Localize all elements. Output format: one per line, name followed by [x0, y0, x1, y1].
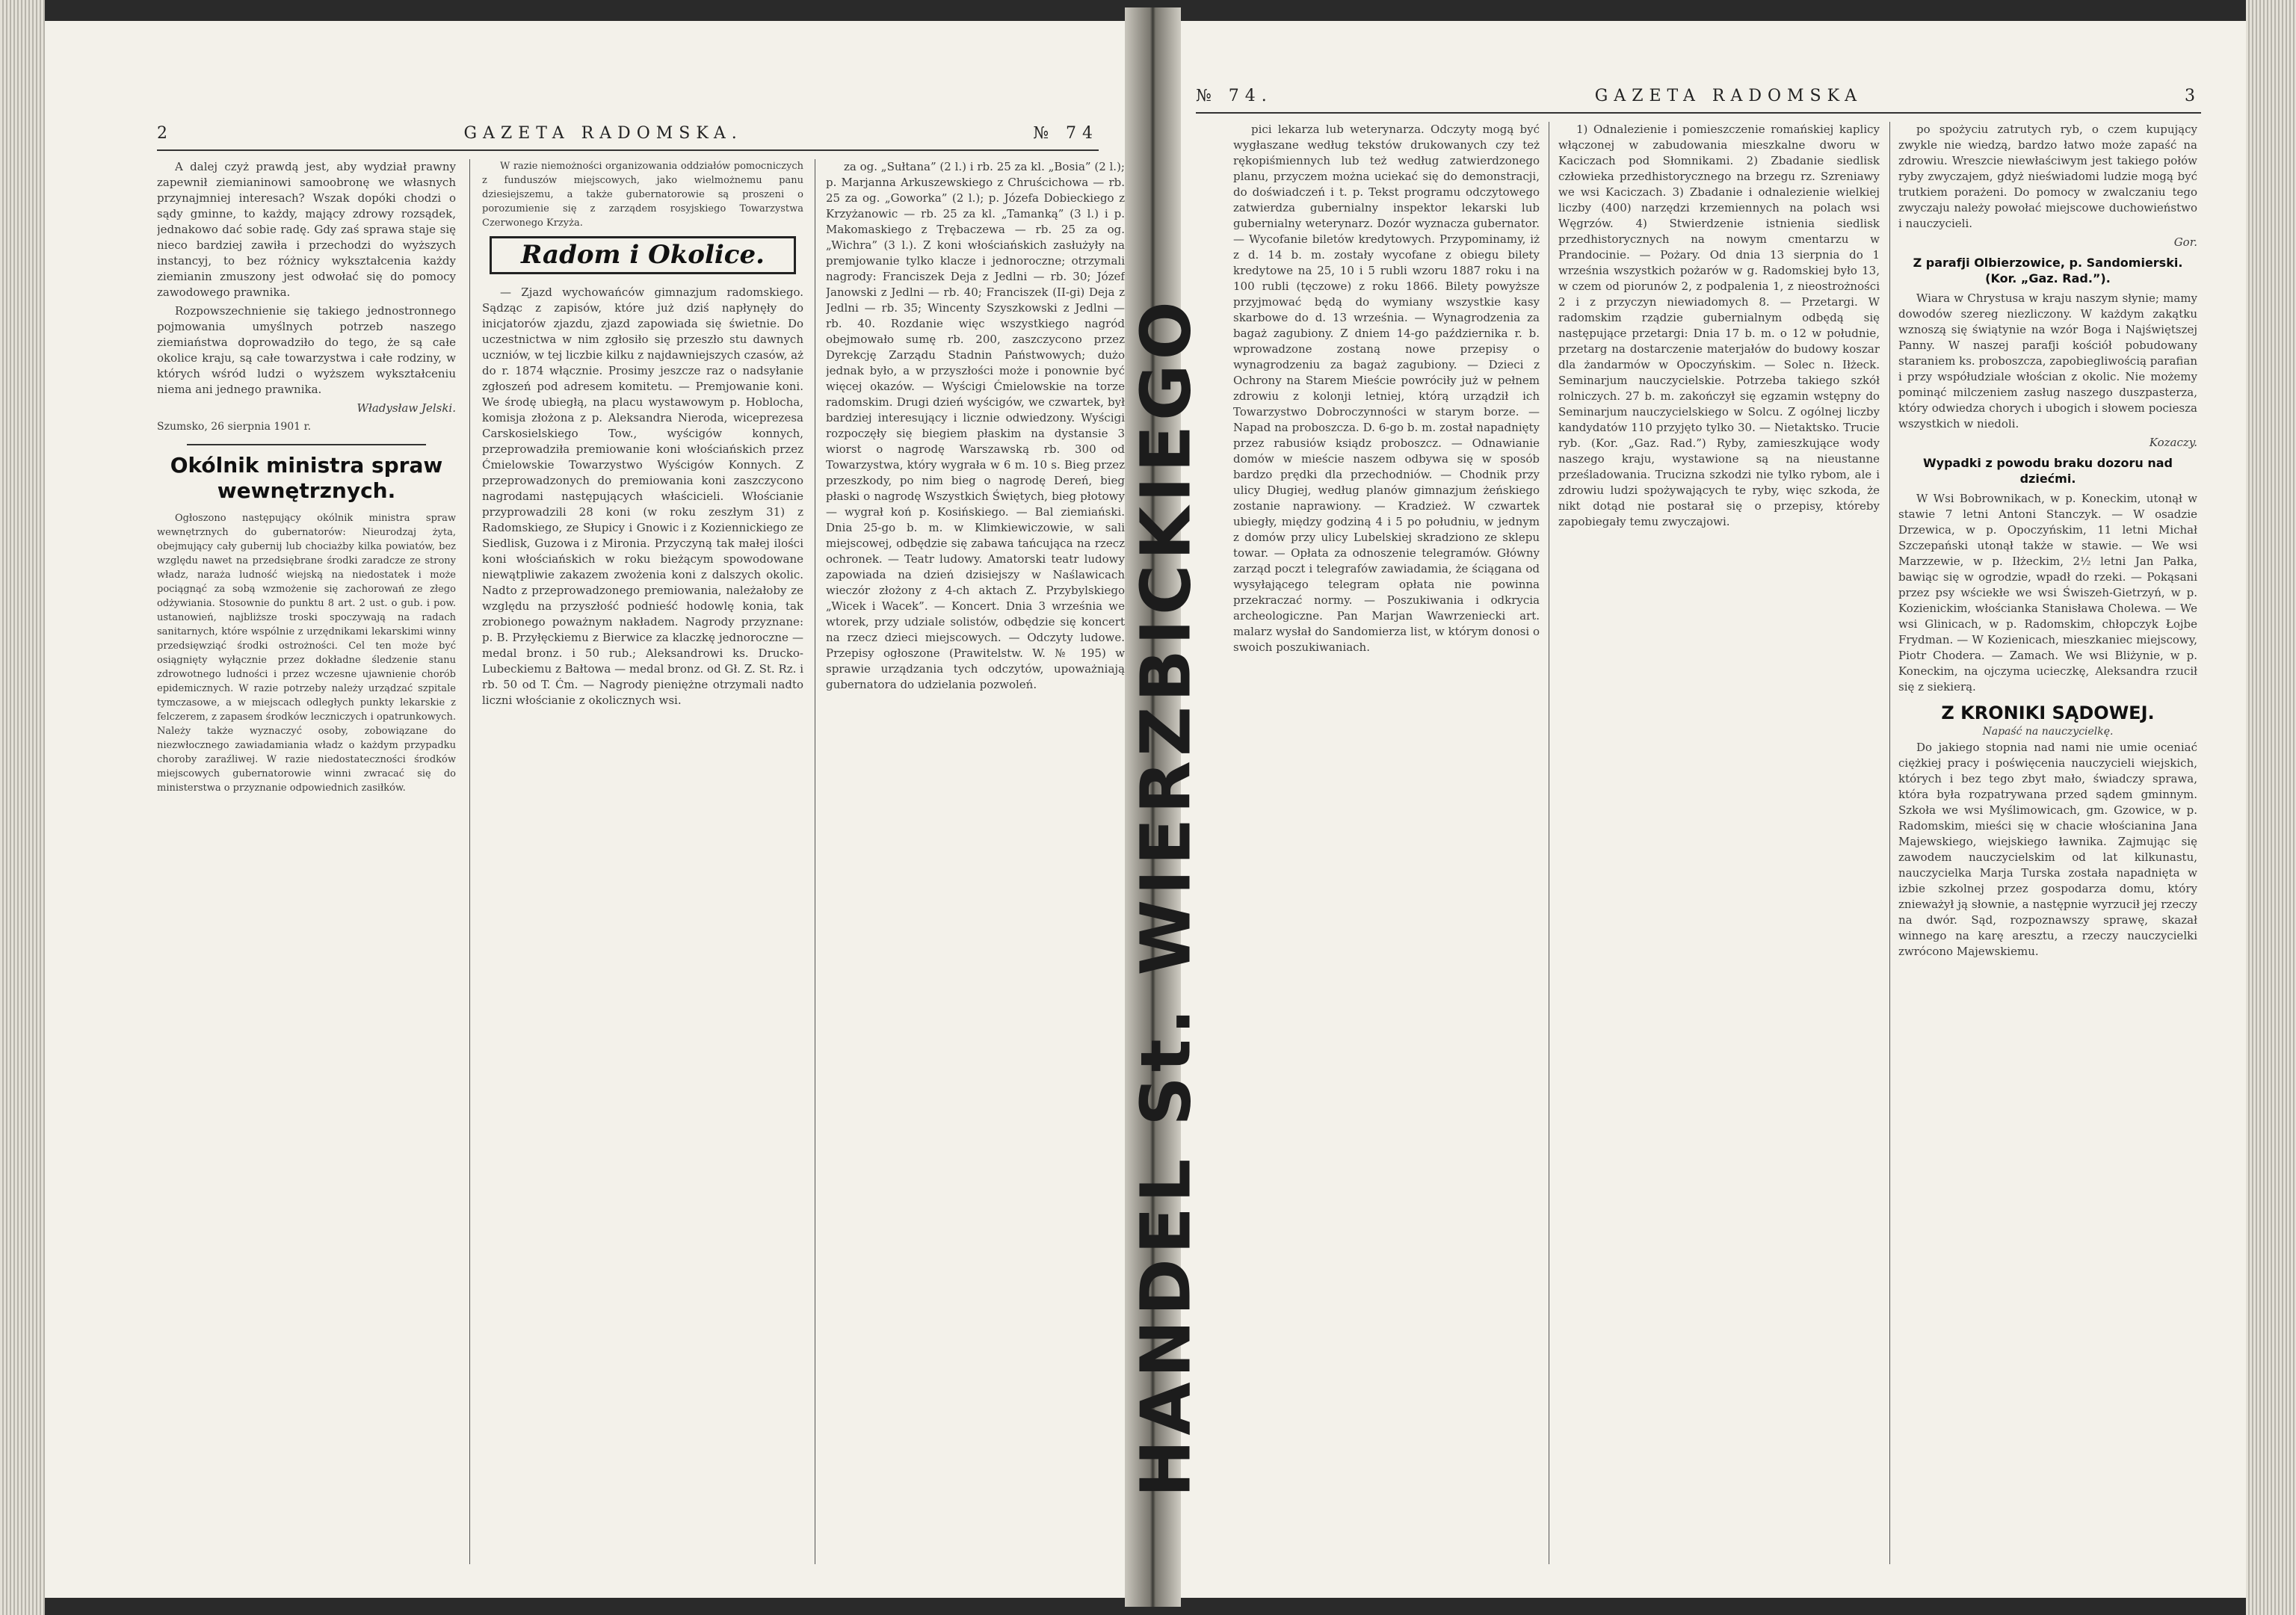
- article-text: Wiara w Chrystusa w kraju naszym słynie; mamy dowodów szereg niezliczony. W każdym zakątku wznoszą się świątynie na wzór Boga i Najświętszej Panny. W naszej parafji kościół pobudowany staraniem ks. proboszcza, zapobiegliwością parafian i przy współudziale włościan z okolic. Nie możemy pominąć milczeniem zasług naszego duszpasterza, który odwiedza chorych i ubogich i słowem pociesza wszystkich w niedoli.: [1898, 291, 2197, 430]
- right-column-2: [1558, 122, 1880, 1564]
- book-edge-left: [0, 0, 45, 1615]
- article-text: pici lekarza lub weterynarza. Odczyty mogą być wygłaszane według tekstów drukowanych czy też rękopiśmiennych lub też według zatwierdzonego planu, przyczem można uciekać się do demonstracji, do doświadczeń i t. p. Tekst programu odczytowego zatwierdza gubernialny inspektor lekarski lub gubernialny weterynarz. Dozór wyznacza gubernator. — Wycofanie biletów kredytowych. Przypominamy, iż z d. 14 b. m. zostały wycofane z obiegu bilety kredytowe na 25, 10 i 5 rubli wzoru 1887 roku i na 100 rubli (tęczowe) z roku 1866. Bilety powyższe przyjmować będą do wymiany wszystkie kasy skarbowe do d. 13 września. — Wynagrodzenia za bagaż zagubiony. Z dniem 14-go października r. b. wprowadzone zostaną nowe przepisy o wynagrodzeniu za bagaż zagubiony. — Dzieci z Ochrony na Starem Mieście powróciły już w pełnem zdrowiu z kolonji letniej, którą urządził ich Towarzystwo Dobroczynności w starym borze. — Napad na proboszcza. D. 6-go b. m. został napadnięty przez rabusiów ksiądz proboszcz. — Odnawianie domów w mieście naszem odbywa się w sposób bardzo prędki dla przechodniów. — Chodnik przy ulicy Długiej, według planów gimnazjum żeńskiego zostanie naprawiony. — Kradzież. W czwartek ubiegły, między godziną 4 i 5 po południu, w jednym z domów przy ulicy Lubelskiej skradziono ze sklepu towar. — Opłata za odnoszenie telegramów. Główny zarząd poczt i telegrafów zawiadamia, że ściągana od wysyłającego telegram opłata nie powinna przekraczać normy. — Poszukiwania i odkrycia archeologiczne. Pan Marjan Wawrzeniecki art. malarz wysłał do Sandomierza list, w którym donosi o swoich poszukiwaniach.: [1233, 123, 1540, 654]
- article-text: Ogłoszono następujący okólnik ministra spraw wewnętrznych do gubernatorów: Nieurodzaj żyta, obejmujący cały gubernij lub chociażby kilka powiatów, bez względu nawet na przedsiębrane środki zaradcze ze strony władz, naraża ludność wiejską na niedostatek i może pociągnąć za sobą wzmożenie się zachorowań ze złego odżywiania. Stosownie do punktu 8 art. 2 ust. o gub. i pow. ustanowień, najbliższe troski spoczywają na radach sanitarnych, które wspólnie z urzędnikami lekarskimi winny przedsięwziąć środki ostrożności. Cel ten może być osiągnięty wyłącznie przez dokładne śledzenie stanu zdrowotnego ludności i przez wczesne ujawnienie chorób epidemicznych. W razie potrzeby należy urządzać szpitale tymczasowe, a w miejscach odległych punkty lekarskie z felczerem, z zapasem środków leczniczych i opatrunkowych. Należy także wyznaczyć osoby, zobowiązane do niezwłocznego zawiadamiania władz o każdym przypadku choroby zaraźliwej. W razie niedostateczności środków miejscowych gubernatorowie winni zwracać się do ministerstwa o przyznanie odpowiednich zasiłków.: [157, 513, 456, 794]
- article-text: Rozpowszechnienie się takiego jednostronnego pojmowania umyślnych potrzeb naszego ziemiaństwa doprowadziło do tego, że są całe okolice kraju, są całe towarzystwa i całe rodziny, w których wśród ludzi o wyższem wykształceniu niema ani jednego prawnika.: [157, 304, 456, 396]
- left-column-3: [826, 159, 1125, 1564]
- right-page: [1166, 21, 2246, 1598]
- section-title: Okólnik ministra spraw wewnętrznych.: [170, 453, 443, 503]
- header-rule: [157, 149, 1099, 151]
- page-number: 2: [157, 123, 173, 143]
- article-text: W razie niemożności organizowania oddziałów pomocniczych z funduszów miejscowych, jako wielmożnemu panu dziesiejszemu, a także gubernatorowie są proszeni o porozumienie się z zarządem rosyjskiego Towarzystwa Czerwonego Krzyża.: [482, 161, 803, 229]
- section-title: Z parafji Olbierzowice, p. Sandomierski. (Kor. „Gaz. Rad.”).: [1913, 256, 2183, 285]
- author-signature: Kozaczy.: [2149, 436, 2197, 449]
- section-title: Wypadki z powodu braku dozoru nad dziećmi.: [1923, 456, 2173, 486]
- place-date: Szumsko, 26 sierpnia 1901 r.: [157, 421, 312, 433]
- issue-number: № 74.: [1196, 86, 1273, 105]
- divider: [187, 444, 426, 445]
- stamp-text: HANDEL St. WIERZBICKIEGO: [1126, 296, 1206, 1498]
- article-text: po spożyciu zatrutych ryb, o czem kupujący zwykle nie wiedzą, bardzo łatwo może zapaść na zdrowiu. Wreszcie niewłaściwym jest takiego połów ryby zwyczajem, gdyż nieświadomi ludzie mogą być trutkiem porażeni. Do pomocy w zwalczaniu tego zwyczaju należy powołać miejscowe duchowieństwo i nauczycieli.: [1898, 123, 2197, 230]
- right-column-3: [1898, 122, 2197, 1564]
- article-text: A dalej czyż prawdą jest, aby wydział prawny zapewnił ziemianinowi samoobronę we własnych przynajmniej interesach? Wszak dopóki chodzi o sądy gminne, to każdy, mający zdrowy rozsądek, jednakowo dać sobie radę. Gdy zaś sprawa staje się nieco bardziej zawiła i przechodzi do wyższych instancyj, to bez różnicy wykształcenia każdy ziemianin zmuszony jest odwołać się do pomocy zawodowego prawnika.: [157, 160, 456, 299]
- article-text: 1) Odnalezienie i pomieszczenie romańskiej kaplicy włączonej w zabudowania mieszkalne dworu w Kaciczach pod Słomnikami. 2) Zbadanie siedlisk człowieka przedhistorycznego na brzegu rz. Szreniawy we wsi Kaciczach. 3) Zbadanie i odnalezienie wielkiej liczby (400) narzędzi krzemiennych na polach wsi Węgrzów. 4) Stwierdzenie istnienia siedlisk przedhistorycznych na nowym cmentarzu w Prandocinie. — Pożary. Od dnia 13 sierpnia do 1 września wszystkich pożarów w g. Radomskiej było 13, w czem od piorunów 2, z podpalenia 1, z nieostrożności 2 i z przyczyn niewiadomych 8. — Przetargi. W radomskim rządzie gubernialnym odbędą się następujące przetargi: Dnia 17 b. m. o 12 w południe, przetarg na dostarczenie materjałów do budowy koszar dla żandarmów w Opoczyńskim. — Solec n. Iłżeck. Seminarjum nauczycielskie. Potrzeba takiego szkół rolniczych. 27 b. m. zakończył się egzamin wstępny do Seminarjum nauczycielskiego w Solcu. Z ogólnej liczby kandydatów 110 przyjęto tylko 30. — Nietaktsko. Trucie ryb. (Kor. „Gaz. Rad.”) Ryby, zamieszkujące wody naszego kraju, wystawione są na nieustanne prześladowania. Trucizna szkodzi nie tylko rybom, ale i zdrowiu ludzi spożywających te ryby, więc szkoda, że nikt dotąd nie postarał się o przepisy, któreby zapobiegały temu zwyczajowi.: [1558, 123, 1880, 528]
- book-edge-right: [2246, 0, 2296, 1615]
- article-text: W Wsi Bobrownikach, w p. Koneckim, utonął w stawie 7 letni Antoni Stanczyk. — W osadzie Drzewica, w p. Opoczyńskim, 11 letni Michał Szczepański utonął także w stawie. — We wsi Marzzewie, w p. Iłżeckim, 2½ letni Jan Pałka, bawiąc się w ogrodzie, wpadł do rzeki. — Pokąsani przez psy wściekłe we wsi Świszeh-Gietrzyń, w p. Kozienickim, włościanka Stanisława Cholewa. — We wsi Glinicach, w p. Radomskim, chłopczyk Łojbe Frydman. — W Kozienicach, mieszkaniec miejscowy, Piotr Chodera. — Zamach. We wsi Bliżynie, w p. Koneckim, na ojczyma ucieczkę, Aleksandra rzucił się z siekierą.: [1898, 492, 2197, 694]
- right-page-header: [1196, 81, 2201, 111]
- left-page: [45, 21, 1144, 1598]
- column-divider: [1889, 122, 1890, 1564]
- masthead: GAZETA RADOMSKA: [1594, 86, 1863, 105]
- section-title-box: Radom i Okolice.: [490, 236, 796, 274]
- article-text: Do jakiego stopnia nad nami nie umie oceniać ciężkiej pracy i poświęcenia nauczycieli wiejskich, których i bez tego zbyt mało, świadczy sprawa, która była rozpatrywana przed sądem gminnym. Szkoła we wsi Myślimowicach, gm. Gzowice, w p. Radomskim, mieści się w chacie włościanina Jana Majewskiego, wiejskiego ławnika. Zajmując się zawodem nauczycielskim od lat kilkunastu, nauczycielka Marja Turska została napadnięta w izbie szkolnej przez gospodarza domu, który znieważył ją słownie, a następnie wyrzucił jej rzeczy na dwór. Sąd, rozpoznawszy sprawę, skazał winnego na karę aresztu, a rzeczy nauczycielki zwrócono Majewskiemu.: [1898, 741, 2197, 958]
- header-rule: [1196, 112, 2201, 114]
- book-spine: [1125, 7, 1181, 1607]
- article-text: za og. „Sułtana” (2 l.) i rb. 25 za kl. „Bosia” (2 l.); p. Marjanna Arkuszewskiego z Chruścichowa — rb. 25 za og. „Goworka” (2 l.); p. Józefa Dobieckiego z Krzyżanowic — rb. 25 za kl. „Tamanką” (3 l.) i p. Makomaskiego z Trębaczewa — rb. 25 za og. „Wichra” (3 l.). Z koni włościańskich zasłużyły na premjowanie tylko klacze i jednoroczne; otrzymali nagrody: Franciszek Deja z Jedlni — rb. 30; Józef Janowski z Jedlni — rb. 40; Franciszek (II-gi) Deja z Jedlni — rb. 35; Wincenty Szyszkowski z Jedlni — rb. 40. Rozdanie więc wszystkiego nagród obejmowało sumę rb. 200, zaszczycono przez Dyrekcję Zarządu Stadnin Państwowych; dużo jednak było, a w przyszłości może i ponownie być więcej okazów. — Wyścigi Ćmielowskie na torze radomskim. Drugi dzień wyścigów, we czwartek, był bardziej interesujący i licznie odwiedzony. Wyścigi rozpoczęły się biegiem płaskim na dystansie 3 wiorst o nagrodę Warszawską rb. 300 od Towarzystwa, który wygrała w 6 m. 10 s. Bieg przez przeszkody, po nim bieg o nagrodę Dereń, bieg płaski o nagrodę Wszystkich Świętych, bieg płotowy — wygrał koń p. Kosińskiego. — Bal ziemiański. Dnia 25-go b. m. w Klimkiewiczowie, w sali miejscowej, odbędzie się zabawa tańcująca na rzecz ochronek. — Teatr ludowy. Amatorski teatr ludowy zapowiada na dzień dzisiejszy w Naślawicach wieczór złożony z 4-ch aktach Z. Przybylskiego „Wicek i Wacek”. — Koncert. Dnia 3 września we wtorek, przy udziale solistów, odbędzie się koncert na rzecz dzieci miejscowych. — Odczyty ludowe. Przepisy ogłoszone (Prawitelstw. W. № 195) w sprawie urządzania tych odczytów, upoważniają gubernatora do udzielania pozwoleń.: [826, 160, 1125, 691]
- left-page-header: [157, 118, 1099, 148]
- article-text: — Zjazd wychowańców gimnazjum radomskiego. Sądząc z zapisów, które już dziś napłynęły do inicjatorów zjazdu, zjazd zapowiada się świetnie. Do uczestnictwa w nim zgłosiło się przeszło stu dawnych uczniów, w tej liczbie kilku z najdawniejszych czasów, aż do r. 1874 włącznie. Prosimy jeszcze raz o nadsyłanie zgłoszeń pod adresem komitetu. — Premjowanie koni. We środę ubiegłą, na placu wystawowym p. Hoblocha, komisja złożona z p. Aleksandra Nieroda, wiceprezesa Carskosielskiego Tow., wyścigów konnych, przeprowadziła premiowanie koni włościańskich przez Ćmielowskie Towarzystwo Wyścigów Konnych. Z przeprowadzonych do premiowania koni zaszczycono nagrodami następujących właścicieli. Włościanie przyprowadzili 28 koni (w roku zeszłym 31) z Radomskiego, ze Słupicy i Gnowic i z Koziennickiego ze Siedlisk, Guzowa i z Mironia. Przyczyną tak małej ilości koni włościańskich w roku bieżącym spowodowane niewątpliwie zakazem zwożenia koni z dalszych okolic. Nadto z przeprowadzonego premiowania, należałoby ze względu na przyszłość podnieść hodowlę konia, tak zrobionego poważnym nakładem. Nagrody przyznane: p. B. Przyłęckiemu z Bierwice za klaczkę jednoroczne — medal bronz. i 50 rub.; Aleksandrowi ks. Drucko-Lubeckiemu z Bałtowa — medal bronz. od Gł. Z. St. Rz. i rb. 50 od T. Ćm. — Nagrody pieniężne otrzymali nadto liczni włościanie z okolicznych wsi.: [482, 285, 803, 707]
- issue-number: № 74: [1033, 123, 1099, 143]
- section-title: Z KRONIKI SĄDOWEJ.: [1941, 702, 2155, 723]
- masthead: GAZETA RADOMSKA.: [463, 123, 743, 143]
- left-column-1: [157, 159, 456, 1564]
- author-signature: Gor.: [2173, 235, 2197, 249]
- section-subtitle: Napaść na nauczycielkę.: [1982, 726, 2114, 738]
- right-column-1: [1233, 122, 1540, 1564]
- page-number: 3: [2184, 86, 2201, 105]
- left-column-2: [482, 159, 803, 1564]
- author-signature: Władysław Jelski.: [357, 401, 456, 415]
- column-divider: [469, 159, 470, 1564]
